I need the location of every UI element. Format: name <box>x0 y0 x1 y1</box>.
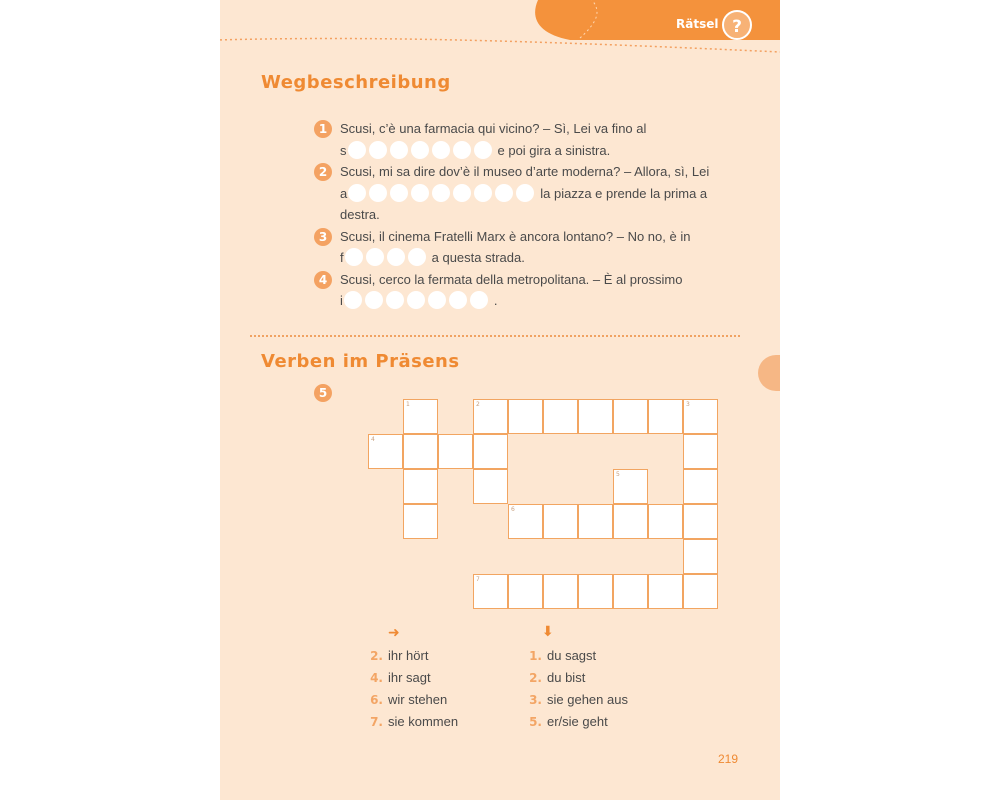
letter-blank[interactable] <box>407 291 425 309</box>
exercise-2-line-2 <box>314 183 734 205</box>
exercise-4-line-1 <box>314 269 734 291</box>
letter-blank[interactable] <box>386 291 404 309</box>
crossword-cell[interactable] <box>578 504 613 539</box>
clue-number: 7. <box>370 715 383 729</box>
crossword-cell[interactable] <box>508 504 543 539</box>
arrow-down-icon: ⬇ <box>542 624 554 640</box>
crossword-cell[interactable] <box>613 574 648 609</box>
clue-number: 4. <box>370 671 383 685</box>
crossword-cell[interactable] <box>648 399 683 434</box>
exercise-text: Scusi, cerco la fermata della metropolitana. – È al prossimo <box>340 271 683 287</box>
crossword-cell[interactable] <box>683 574 718 609</box>
letter-blank[interactable] <box>474 141 492 159</box>
exercise-2-line-1 <box>314 161 734 183</box>
header-label: Rätsel <box>676 17 719 31</box>
clue-text: sie kommen <box>388 714 459 729</box>
clue-number: 1. <box>529 649 542 663</box>
letter-blank[interactable] <box>366 248 384 266</box>
exercise-3-line-1 <box>314 226 734 248</box>
clue-text: du sagst <box>547 648 597 663</box>
crossword-cell[interactable] <box>613 399 648 434</box>
letter-blank[interactable] <box>369 141 387 159</box>
exercise-2-line-3 <box>314 204 734 226</box>
exercise-number: 5 <box>314 384 332 402</box>
clue-text: sie gehen aus <box>547 692 628 707</box>
crossword-cell[interactable] <box>473 469 508 504</box>
letter-blank[interactable] <box>390 141 408 159</box>
crossword-cell[interactable] <box>578 574 613 609</box>
crossword-cell-number: 7 <box>476 576 480 583</box>
letter-blank[interactable] <box>470 291 488 309</box>
exercise-3-line-2 <box>314 247 734 269</box>
crossword-cell[interactable] <box>683 469 718 504</box>
word-prefix: i <box>340 293 343 308</box>
letter-blank[interactable] <box>345 248 363 266</box>
section-title-wegbeschreibung: Wegbeschreibung <box>261 72 451 93</box>
clue-text: ihr sagt <box>388 670 431 685</box>
exercise-text: a questa strada. <box>431 250 525 265</box>
letter-blank[interactable] <box>453 141 471 159</box>
letter-blank[interactable] <box>411 184 429 202</box>
clue-text: du bist <box>547 670 586 685</box>
exercise-1-line-1 <box>314 118 734 140</box>
crossword-cell[interactable] <box>683 399 718 434</box>
letter-blank[interactable] <box>348 141 366 159</box>
letter-blank[interactable] <box>453 184 471 202</box>
side-tab <box>758 355 780 391</box>
exercise-number: 1 <box>314 120 332 138</box>
exercise-number: 2 <box>314 163 332 181</box>
crossword-cell[interactable] <box>648 504 683 539</box>
exercise-list <box>314 118 734 312</box>
clue-item <box>522 714 608 729</box>
exercise-text: . <box>493 293 498 308</box>
section-title-verben: Verben im Präsens <box>261 351 460 372</box>
letter-blank[interactable] <box>432 141 450 159</box>
crossword-cell[interactable] <box>613 469 648 504</box>
crossword-cell[interactable] <box>368 434 403 469</box>
exercise-4-line-2 <box>314 290 734 312</box>
clue-number: 2. <box>370 649 383 663</box>
crossword-cell-number: 6 <box>511 506 515 513</box>
letter-blank[interactable] <box>390 184 408 202</box>
crossword-cell[interactable] <box>543 399 578 434</box>
crossword-cell-number: 1 <box>406 401 410 408</box>
clue-item <box>522 670 585 685</box>
exercise-text: Scusi, il cinema Fratelli Marx è ancora lontano? – No no, è in <box>340 228 691 244</box>
crossword-cell[interactable] <box>403 469 438 504</box>
crossword-cell[interactable] <box>683 539 718 574</box>
crossword-cell-number: 5 <box>616 471 620 478</box>
clue-item <box>522 648 596 663</box>
letter-blank[interactable] <box>365 291 383 309</box>
letter-blanks[interactable] <box>345 247 429 269</box>
crossword-cell[interactable] <box>543 504 578 539</box>
letter-blanks[interactable] <box>348 183 537 205</box>
crossword-cell[interactable] <box>508 574 543 609</box>
crossword-cell[interactable] <box>473 434 508 469</box>
page-number: 219 <box>718 752 739 766</box>
letter-blank[interactable] <box>516 184 534 202</box>
letter-blank[interactable] <box>411 141 429 159</box>
clue-text: wir stehen <box>388 692 448 707</box>
crossword-cell[interactable] <box>648 574 683 609</box>
arrow-right-icon: ➜ <box>388 625 400 641</box>
letter-blank[interactable] <box>495 184 513 202</box>
letter-blank[interactable] <box>408 248 426 266</box>
crossword-cell-number: 3 <box>686 401 690 408</box>
crossword-cell[interactable] <box>683 434 718 469</box>
exercise-number: 3 <box>314 228 332 246</box>
letter-blank[interactable] <box>348 184 366 202</box>
clue-item <box>522 692 628 707</box>
exercise-text: Scusi, c’è una farmacia qui vicino? – Sì, Lei va fino al <box>340 121 647 136</box>
crossword-cell[interactable] <box>613 504 648 539</box>
book-page <box>220 0 780 800</box>
section-divider <box>250 335 740 337</box>
letter-blank[interactable] <box>387 248 405 266</box>
letter-blank[interactable] <box>432 184 450 202</box>
letter-blank[interactable] <box>474 184 492 202</box>
exercise-text: Scusi, mi sa dire dov’è il museo d’arte moderna? – Allora, sì, Lei <box>340 164 710 179</box>
crossword-cell[interactable] <box>578 399 613 434</box>
clue-number: 2. <box>529 671 542 685</box>
exercise-text: e poi gira a sinistra. <box>497 142 611 158</box>
clue-item <box>363 692 447 707</box>
clue-item <box>363 714 458 729</box>
word-prefix: f <box>340 250 344 265</box>
clue-number: 5. <box>529 715 542 729</box>
exercise-text: la piazza e prende la prima a <box>540 185 708 201</box>
letter-blanks[interactable] <box>344 290 491 312</box>
crossword-cell[interactable] <box>403 399 438 434</box>
crossword-cell[interactable] <box>403 504 438 539</box>
crossword-cell[interactable] <box>473 399 508 434</box>
exercise-number: 4 <box>314 271 332 289</box>
exercise-text: destra. <box>340 207 380 222</box>
clue-text: er/sie geht <box>547 714 608 729</box>
letter-blank[interactable] <box>344 291 362 309</box>
question-icon: ? <box>722 10 752 40</box>
letter-blanks[interactable] <box>348 140 495 162</box>
crossword-cell[interactable] <box>543 574 578 609</box>
crossword-cell[interactable] <box>508 399 543 434</box>
word-prefix: a <box>340 185 348 201</box>
exercise-1-line-2 <box>314 140 734 162</box>
clue-item <box>363 670 431 685</box>
clue-number: 6. <box>370 693 383 707</box>
crossword-cell[interactable] <box>403 434 438 469</box>
crossword-cell-number: 2 <box>476 401 480 408</box>
clue-number: 3. <box>529 693 542 707</box>
letter-blank[interactable] <box>449 291 467 309</box>
letter-blank[interactable] <box>428 291 446 309</box>
word-prefix: s <box>340 142 347 158</box>
crossword-cell[interactable] <box>683 504 718 539</box>
clue-text: ihr hört <box>388 648 429 663</box>
letter-blank[interactable] <box>369 184 387 202</box>
crossword-cell-number: 4 <box>371 436 375 443</box>
crossword-cell[interactable] <box>438 434 473 469</box>
crossword-cell[interactable] <box>473 574 508 609</box>
clue-item <box>363 648 428 663</box>
